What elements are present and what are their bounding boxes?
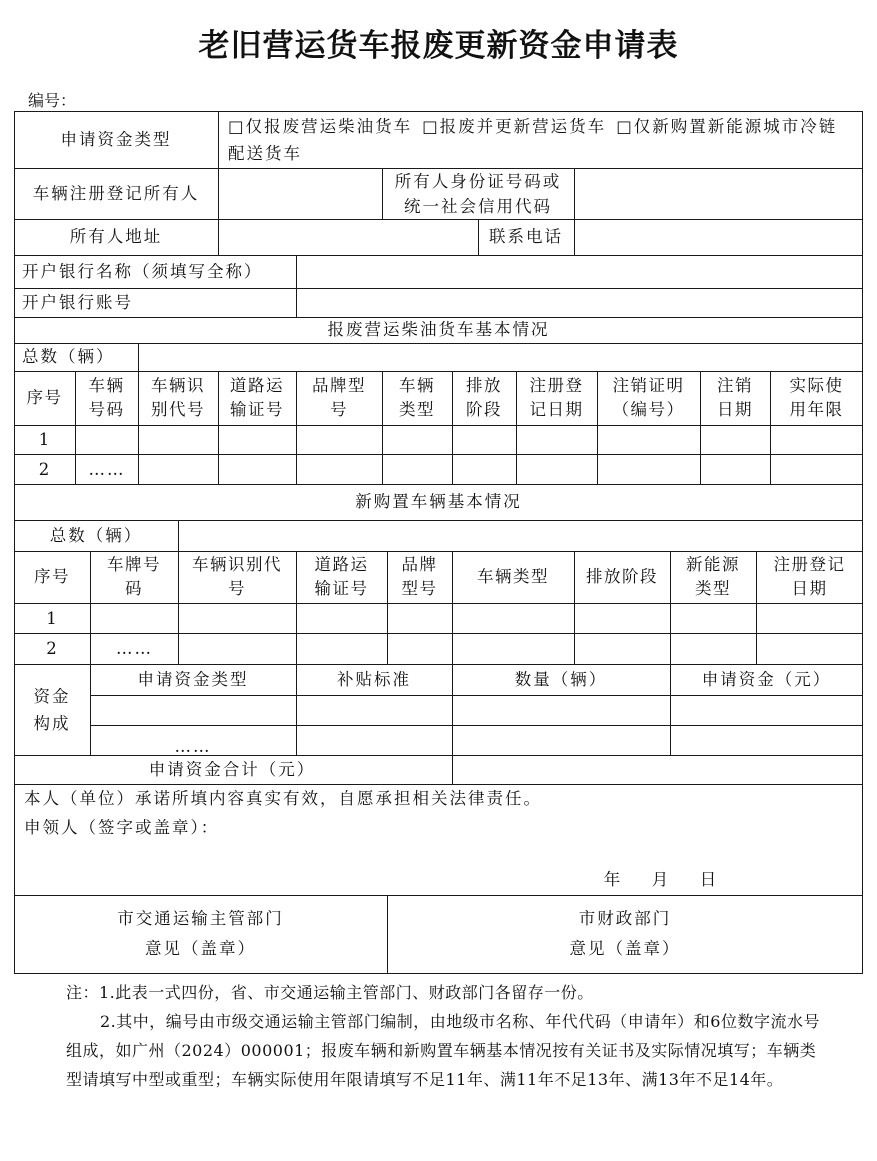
funding-total-field[interactable] — [453, 756, 862, 784]
new-header-0-line-0: 序号 — [34, 567, 70, 586]
scrapped-header-8-line-1: （编号） — [612, 400, 685, 419]
scrapped-row-2-cell-6[interactable] — [453, 455, 516, 484]
funding-header-quantity: 数量（辆） — [514, 669, 608, 689]
form-title: 老旧营运货车报废更新资金申请表 — [198, 28, 679, 64]
fund-type-label: 申请资金类型 — [60, 129, 172, 149]
scrapped-row-1-cell-10[interactable] — [771, 426, 863, 454]
new-header-7-line-0: 新能源 — [686, 555, 740, 574]
scrapped-header-5-line-0: 车辆 — [399, 376, 435, 395]
new-header-3-line-1: 输证号 — [314, 579, 369, 598]
new-row-1-plate[interactable] — [91, 604, 178, 633]
funding-row2-quantity[interactable] — [453, 726, 670, 755]
owner-id-field[interactable] — [575, 169, 862, 219]
new-row-1-index: 1 — [46, 608, 59, 628]
signer-label: 申领人（签字或盖章）： — [24, 818, 220, 837]
scrapped-row-1-cell-7[interactable] — [517, 426, 597, 454]
scrapped-row-1-cell-8[interactable] — [598, 426, 700, 454]
new-header-3-line-0: 道路运 — [314, 555, 369, 574]
owner-id-label-line2: 统一社会信用代码 — [404, 196, 552, 216]
scrapped-header-4 — [296, 371, 382, 425]
new-row-2-plate[interactable]: …… — [116, 639, 153, 658]
bank-account-field[interactable] — [297, 289, 862, 317]
scrapped-row-2-cell-10[interactable] — [771, 455, 863, 484]
funding-row-ellipsis: …… — [174, 737, 212, 756]
new-header-8 — [756, 551, 863, 603]
new-total-field[interactable] — [179, 521, 862, 551]
scrapped-header-3 — [218, 371, 296, 425]
scrapped-header-10-line-1: 用年限 — [789, 400, 844, 419]
scrapped-row-1-cell-4[interactable] — [297, 426, 382, 454]
bank-name-field[interactable] — [297, 256, 862, 288]
phone-field[interactable] — [575, 220, 862, 255]
funding-composition-label — [14, 664, 90, 755]
scrapped-header-4-line-1: 号 — [330, 400, 348, 419]
scrapped-section-heading: 报废营运柴油货车基本情况 — [327, 320, 550, 339]
scrapped-row-2-plate[interactable]: …… — [88, 459, 126, 479]
new-row-2-cell-2[interactable] — [179, 634, 296, 664]
new-row-1-cell-8[interactable] — [757, 604, 863, 633]
scrapped-row-2-index: 2 — [38, 459, 52, 479]
new-header-5-line-0: 车辆类型 — [477, 567, 549, 586]
scrapped-header-9-line-0: 注销 — [717, 376, 753, 395]
new-header-3 — [296, 551, 387, 603]
new-row-1-cell-7[interactable] — [671, 604, 756, 633]
finance-dept-opinion — [387, 895, 863, 973]
new-header-2-line-0: 车辆识别代 — [192, 555, 282, 574]
new-header-2 — [178, 551, 296, 603]
scrapped-header-0-line-0: 序号 — [26, 388, 63, 407]
scrapped-header-6-line-0: 排放 — [466, 376, 502, 395]
serial-number-label: 编号： — [28, 91, 77, 110]
transport-dept-line1: 市交通运输主管部门 — [117, 909, 284, 928]
funding-row2-standard[interactable] — [297, 726, 452, 755]
scrapped-row-1-cell-9[interactable] — [701, 426, 770, 454]
funding-row1-standard[interactable] — [297, 696, 452, 725]
scrapped-header-10 — [770, 371, 863, 425]
new-row-2-cell-3[interactable] — [297, 634, 387, 664]
new-row-2-cell-6[interactable] — [575, 634, 670, 664]
note-2: 2.其中，编号由市级交通运输主管部门编制，由地级市名称、年代代码（申请年）和6位数字流水号组成，如广州（2024）000001；报废车辆和新购置车辆基本情况按有关证书及实际情况填写；车辆类型请填写中型或重型；车辆实际使用年限请填写不足11年、满11年不足13年、满13年不足14年。 — [66, 1012, 820, 1089]
funding-row1-type[interactable] — [91, 696, 296, 725]
scrapped-header-10-line-0: 实际使 — [789, 376, 844, 395]
scrapped-header-1 — [75, 371, 138, 425]
scrapped-header-4-line-0: 品牌型 — [312, 376, 366, 395]
owner-id-label — [382, 168, 574, 219]
transport-dept-opinion — [14, 895, 387, 973]
new-header-8-line-1: 日期 — [791, 579, 828, 598]
scrapped-row-2-cell-5[interactable] — [383, 455, 452, 484]
scrapped-row-2-cell-9[interactable] — [701, 455, 770, 484]
scrapped-header-5 — [382, 371, 452, 425]
option-new-energy-cold-chain-checkbox[interactable]: □仅新购置新能源城市冷链 — [616, 117, 838, 136]
scrapped-header-7-line-0: 注册登 — [529, 376, 584, 395]
scrapped-header-6-line-1: 阶段 — [466, 400, 502, 419]
scrapped-row-2-cell-8[interactable] — [598, 455, 700, 484]
scrapped-row-1-cell-3[interactable] — [219, 426, 296, 454]
new-row-2-cell-4[interactable] — [388, 634, 452, 664]
scrapped-row-1-cell-5[interactable] — [383, 426, 452, 454]
new-row-1-cell-6[interactable] — [575, 604, 670, 633]
form-notes — [66, 978, 826, 1094]
scrapped-row-1-plate[interactable] — [76, 426, 138, 454]
option-new-energy-cold-chain-continued: 配送货车 — [228, 144, 302, 163]
new-header-2-line-1: 号 — [228, 579, 246, 598]
bank-account-label: 开户银行账号 — [22, 292, 133, 312]
scrapped-header-2-line-0: 车辆识 — [151, 376, 205, 395]
new-row-2-index: 2 — [46, 639, 59, 658]
scrapped-header-2 — [138, 371, 218, 425]
scrapped-header-8 — [597, 371, 700, 425]
transport-dept-line2: 意见（盖章） — [145, 939, 256, 958]
scrapped-header-0 — [14, 371, 75, 425]
new-row-1-cell-2[interactable] — [179, 604, 296, 633]
funding-label-line1: 资金 — [33, 686, 71, 706]
funding-header-standard: 补贴标准 — [337, 669, 411, 689]
scrapped-header-9 — [700, 371, 770, 425]
scrapped-header-2-line-1: 别代号 — [151, 400, 205, 419]
date-year: 年 — [603, 870, 623, 889]
scrapped-row-1-index: 1 — [38, 430, 52, 449]
new-header-5 — [452, 551, 574, 603]
application-form — [14, 111, 863, 974]
new-row-1-cell-3[interactable] — [297, 604, 387, 633]
new-header-4-line-0: 品牌 — [401, 555, 438, 574]
new-header-1-line-1: 码 — [125, 579, 143, 598]
funding-label-line2: 构成 — [33, 713, 71, 733]
funding-header-amount: 申请资金（元） — [701, 669, 832, 689]
scrapped-header-1-line-1: 号码 — [88, 400, 125, 419]
address-label: 所有人地址 — [69, 227, 163, 246]
funding-header-type: 申请资金类型 — [137, 669, 249, 689]
new-header-7-line-1: 类型 — [695, 579, 731, 598]
scrapped-row-2-cell-4[interactable] — [297, 455, 382, 484]
fund-type-options — [218, 113, 862, 141]
new-header-4-line-1: 型号 — [401, 579, 438, 598]
new-header-7 — [670, 551, 756, 603]
funding-row1-amount[interactable] — [671, 696, 862, 725]
scrapped-row-2-cell-7[interactable] — [517, 455, 597, 484]
new-header-4 — [387, 551, 452, 603]
scrapped-header-9-line-1: 日期 — [717, 400, 753, 419]
owner-id-label-line1: 所有人身份证号码或 — [394, 171, 562, 191]
scrapped-header-8-line-0: 注销证明 — [612, 376, 685, 395]
new-row-2-cell-7[interactable] — [671, 634, 756, 664]
new-header-1-line-0: 车牌号 — [107, 555, 161, 574]
new-header-6 — [574, 551, 670, 603]
finance-dept-line1: 市财政部门 — [578, 909, 672, 928]
owner-field[interactable] — [219, 169, 382, 219]
owner-label: 车辆注册登记所有人 — [32, 183, 200, 203]
funding-total-label: 申请资金合计（元） — [148, 759, 316, 779]
declaration-statement: 本人（单位）承诺所填内容真实有效，自愿承担相关法律责任。 — [24, 789, 542, 808]
note-1: 注：1.此表一式四份，省、市交通运输主管部门、财政部门各留存一份。 — [66, 983, 594, 1002]
new-row-2-cell-5[interactable] — [453, 634, 574, 664]
new-header-8-line-0: 注册登记 — [773, 555, 846, 574]
scrapped-row-1-cell-2[interactable] — [139, 426, 218, 454]
new-row-2-cell-8[interactable] — [757, 634, 863, 664]
scrapped-header-6 — [452, 371, 516, 425]
funding-row1-quantity[interactable] — [453, 696, 670, 725]
scrapped-header-1-line-0: 车辆 — [88, 376, 125, 395]
scrapped-header-7-line-1: 记日期 — [529, 400, 584, 419]
option-scrap-and-renew-checkbox[interactable]: □报废并更新营运货车 — [422, 117, 607, 136]
new-row-1-cell-4[interactable] — [388, 604, 452, 633]
scrapped-total-field[interactable] — [139, 344, 862, 371]
address-field[interactable] — [219, 220, 478, 255]
scrapped-total-label: 总数（辆） — [22, 347, 115, 366]
scrapped-row-2-cell-3[interactable] — [219, 455, 296, 484]
scrapped-header-7 — [516, 371, 597, 425]
scrapped-header-5-line-1: 类型 — [399, 400, 435, 419]
finance-dept-line2: 意见（盖章） — [569, 939, 681, 958]
scrapped-row-1-cell-6[interactable] — [453, 426, 516, 454]
phone-label: 联系电话 — [489, 227, 563, 246]
new-row-1-cell-5[interactable] — [453, 604, 574, 633]
scrapped-header-3-line-1: 输证号 — [230, 400, 284, 419]
date-month: 月 — [651, 870, 671, 889]
new-header-6-line-0: 排放阶段 — [586, 567, 658, 586]
new-header-1 — [90, 551, 178, 603]
funding-row2-amount[interactable] — [671, 726, 862, 755]
scrapped-header-3-line-0: 道路运 — [230, 376, 284, 395]
bank-name-label: 开户银行名称（须填写全称） — [22, 261, 263, 281]
new-header-0 — [14, 551, 90, 603]
scrapped-row-2-cell-2[interactable] — [139, 455, 218, 484]
option-scrap-only-checkbox[interactable]: □仅报废营运柴油货车 — [228, 117, 413, 136]
date-day: 日 — [699, 870, 719, 889]
new-section-heading: 新购置车辆基本情况 — [355, 492, 522, 511]
new-total-label: 总数（辆） — [49, 525, 143, 545]
